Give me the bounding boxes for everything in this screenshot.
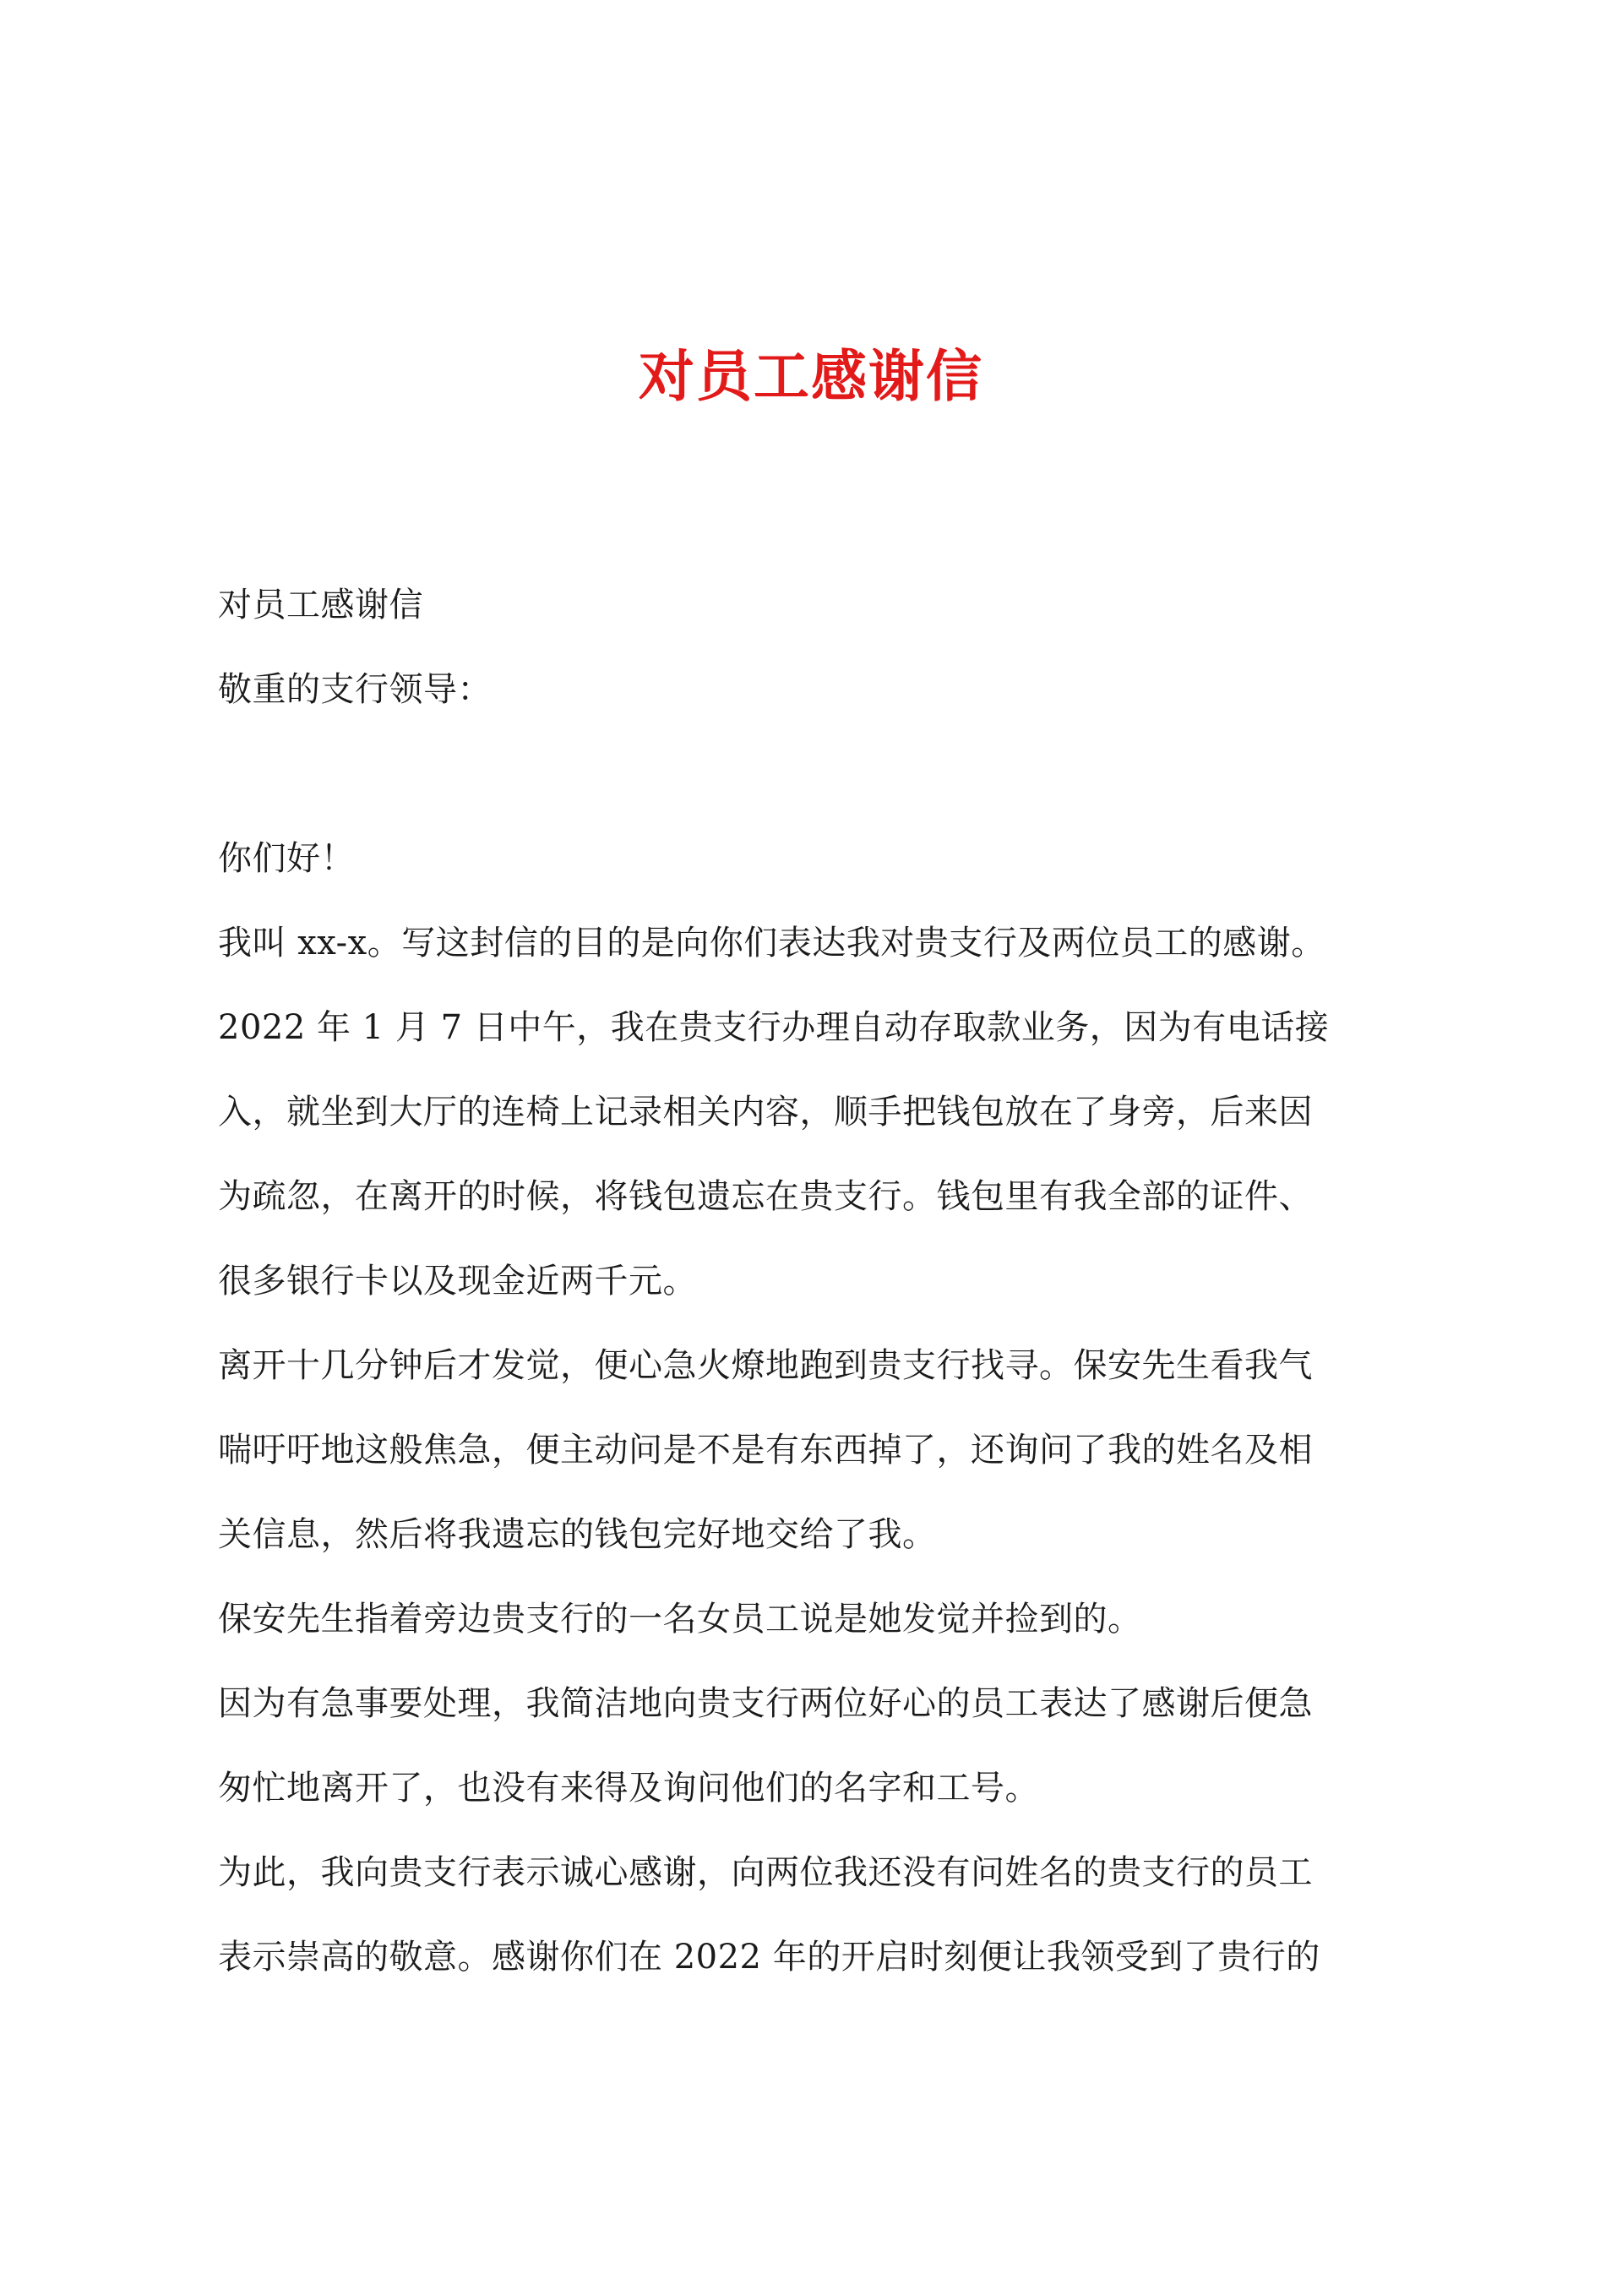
letter-heading: 对员工感谢信 — [218, 586, 423, 624]
letter-greeting: 你们好！ — [218, 839, 355, 878]
document-title: 对员工感谢信 — [639, 343, 983, 409]
letter-line: 保安先生指着旁边贵支行的一名女员工说是她发觉并捡到的。 — [218, 1600, 1142, 1639]
letter-line: 为疏忽，在离开的时候，将钱包遗忘在贵支行。钱包里有我全部的证件、 — [218, 1177, 1313, 1216]
letter-line: 表示崇高的敬意。感谢你们在 2022 年的开启时刻便让我领受到了贵行的 — [218, 1938, 1320, 1977]
letter-line: 很多银行卡以及现金近两千元。 — [218, 1262, 697, 1301]
letter-line: 2022 年 1 月 7 日中午，我在贵支行办理自动存取款业务，因为有电话接 — [218, 1008, 1330, 1047]
letter-line: 因为有急事要处理，我简洁地向贵支行两位好心的员工表达了感谢后便急 — [218, 1684, 1313, 1723]
letter-line: 离开十几分钟后才发觉，便心急火燎地跑到贵支行找寻。保安先生看我气 — [218, 1346, 1313, 1385]
letter-salutation: 敬重的支行领导： — [218, 670, 492, 709]
letter-body — [218, 816, 1424, 1999]
letter-line: 喘吁吁地这般焦急，便主动问是不是有东西掉了，还询问了我的姓名及相 — [218, 1431, 1313, 1470]
letter-line: 为此，我向贵支行表示诚心感谢，向两位我还没有问姓名的贵支行的员工 — [218, 1853, 1313, 1892]
letter-line: 我叫 xx-x。写这封信的目的是向你们表达我对贵支行及两位员工的感谢。 — [218, 924, 1325, 963]
letter-line: 关信息，然后将我遗忘的钱包完好地交给了我。 — [218, 1515, 937, 1554]
letter-body-top — [218, 563, 1424, 732]
letter-line: 匆忙地离开了，也没有来得及询问他们的名字和工号。 — [218, 1769, 1039, 1808]
letter-line: 入，就坐到大厅的连椅上记录相关内容，顺手把钱包放在了身旁，后来因 — [218, 1093, 1313, 1132]
